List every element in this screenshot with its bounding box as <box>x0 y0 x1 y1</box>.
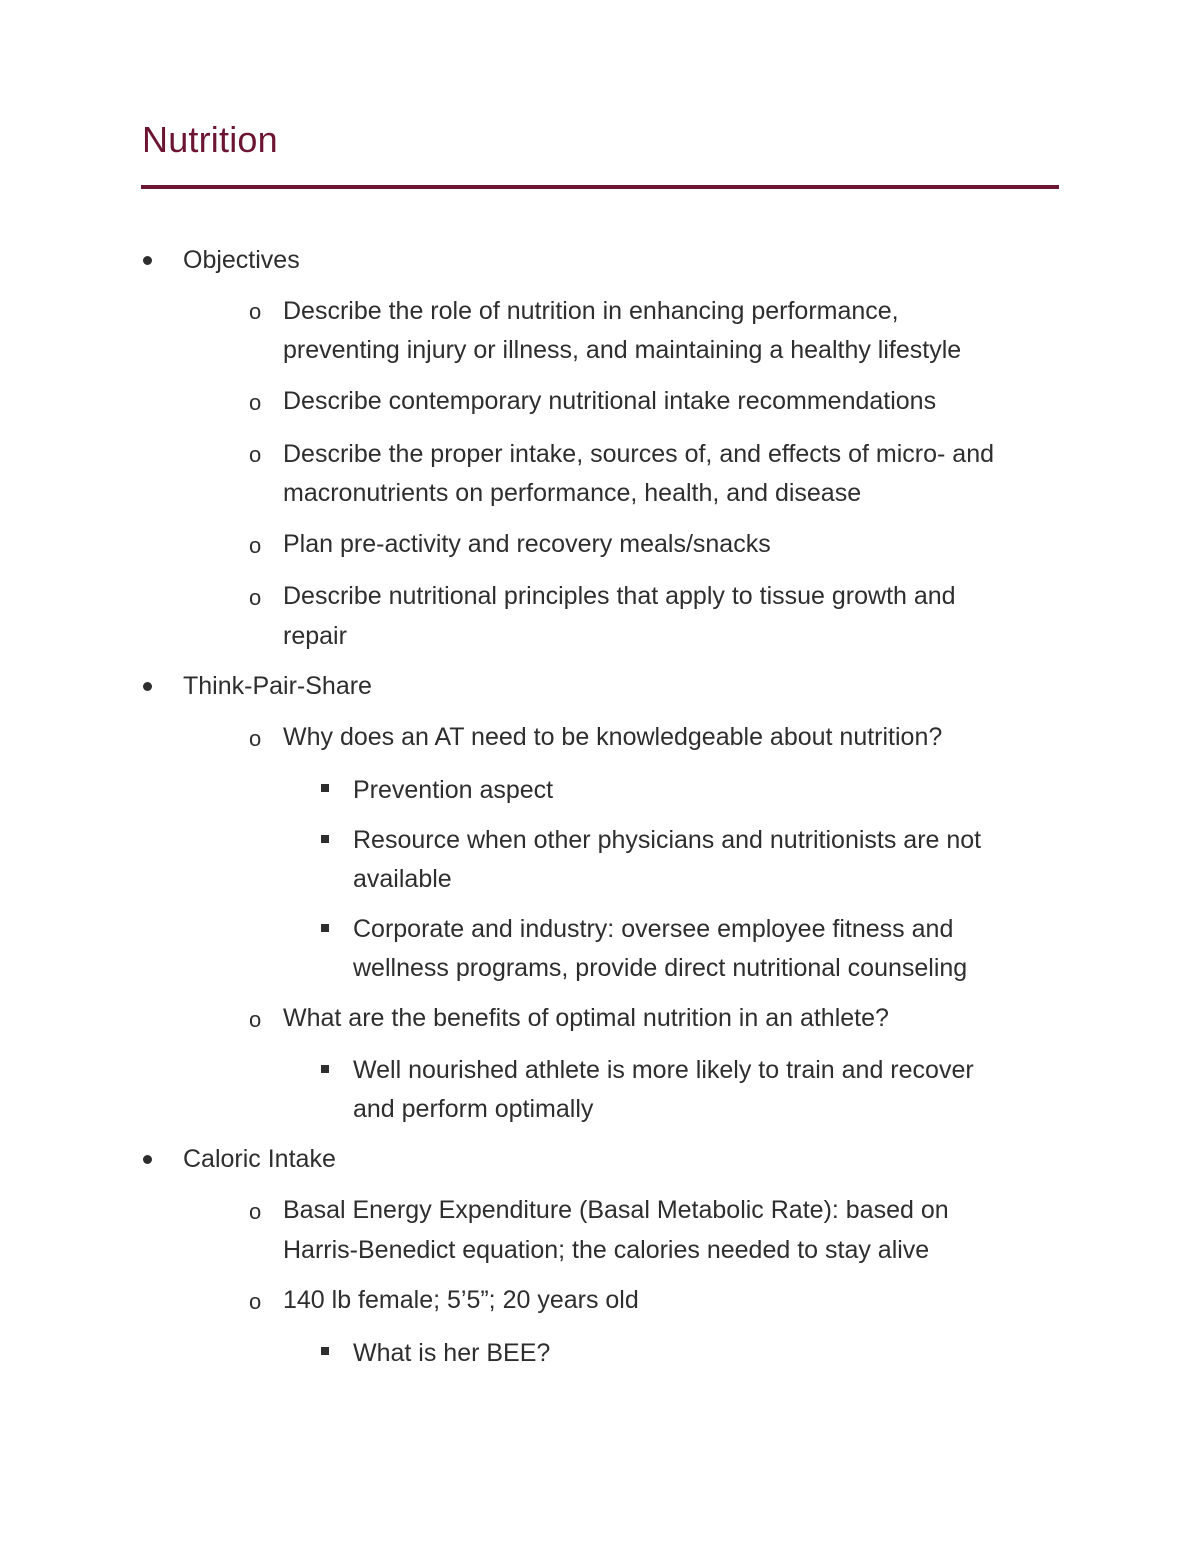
sub-list-item: What is her BEE? <box>353 1339 551 1367</box>
square-bullet-icon <box>321 924 329 932</box>
bullet-dot-icon <box>143 1155 152 1164</box>
title-divider <box>141 185 1059 189</box>
circle-o-icon: o <box>249 585 262 610</box>
bullet-dot-icon <box>143 256 152 265</box>
list-item: Describe nutritional principles that apply to tissue growth and <box>283 582 956 610</box>
sub-list-item-continued: and perform optimally <box>353 1095 594 1123</box>
list-item: Describe contemporary nutritional intake recommendations <box>283 387 937 415</box>
square-bullet-icon <box>321 1347 329 1355</box>
list-item: What are the benefits of optimal nutrition in an athlete? <box>283 1004 889 1032</box>
section-heading-think-pair-share: Think-Pair-Share <box>183 672 372 700</box>
circle-o-icon: o <box>249 533 262 558</box>
list-item: Why does an AT need to be knowledgeable about nutrition? <box>283 723 943 751</box>
page-title: Nutrition <box>142 119 278 160</box>
square-bullet-icon <box>321 784 329 792</box>
circle-o-icon: o <box>249 299 262 324</box>
list-item: Basal Energy Expenditure (Basal Metabolic Rate): based on <box>283 1196 949 1224</box>
list-item: Describe the proper intake, sources of, and effects of micro- and <box>283 440 995 468</box>
sub-list-item-continued: wellness programs, provide direct nutritional counseling <box>353 954 968 982</box>
section-heading-caloric-intake: Caloric Intake <box>183 1145 336 1173</box>
list-item-continued: Harris-Benedict equation; the calories needed to stay alive <box>283 1236 930 1264</box>
circle-o-icon: o <box>249 726 262 751</box>
square-bullet-icon <box>321 835 329 843</box>
list-item-continued: macronutrients on performance, health, and disease <box>283 479 862 507</box>
list-item-continued: preventing injury or illness, and maintaining a healthy lifestyle <box>283 336 962 364</box>
sub-list-item: Well nourished athlete is more likely to train and recover <box>353 1056 974 1084</box>
sub-list-item-continued: available <box>353 865 452 893</box>
circle-o-icon: o <box>249 1199 262 1224</box>
sub-list-item: Corporate and industry: oversee employee fitness and <box>353 915 954 943</box>
bullet-dot-icon <box>143 682 152 691</box>
sub-list-item: Resource when other physicians and nutritionists are not <box>353 826 982 854</box>
circle-o-icon: o <box>249 390 262 415</box>
list-item: Describe the role of nutrition in enhancing performance, <box>283 297 899 325</box>
sub-list-item: Prevention aspect <box>353 776 554 804</box>
circle-o-icon: o <box>249 1007 262 1032</box>
square-bullet-icon <box>321 1065 329 1073</box>
circle-o-icon: o <box>249 442 262 467</box>
list-item-continued: repair <box>283 622 347 650</box>
list-item: 140 lb female; 5’5”; 20 years old <box>283 1286 639 1314</box>
circle-o-icon: o <box>249 1289 262 1314</box>
list-item: Plan pre-activity and recovery meals/snacks <box>283 530 771 558</box>
section-heading-objectives: Objectives <box>183 246 300 274</box>
